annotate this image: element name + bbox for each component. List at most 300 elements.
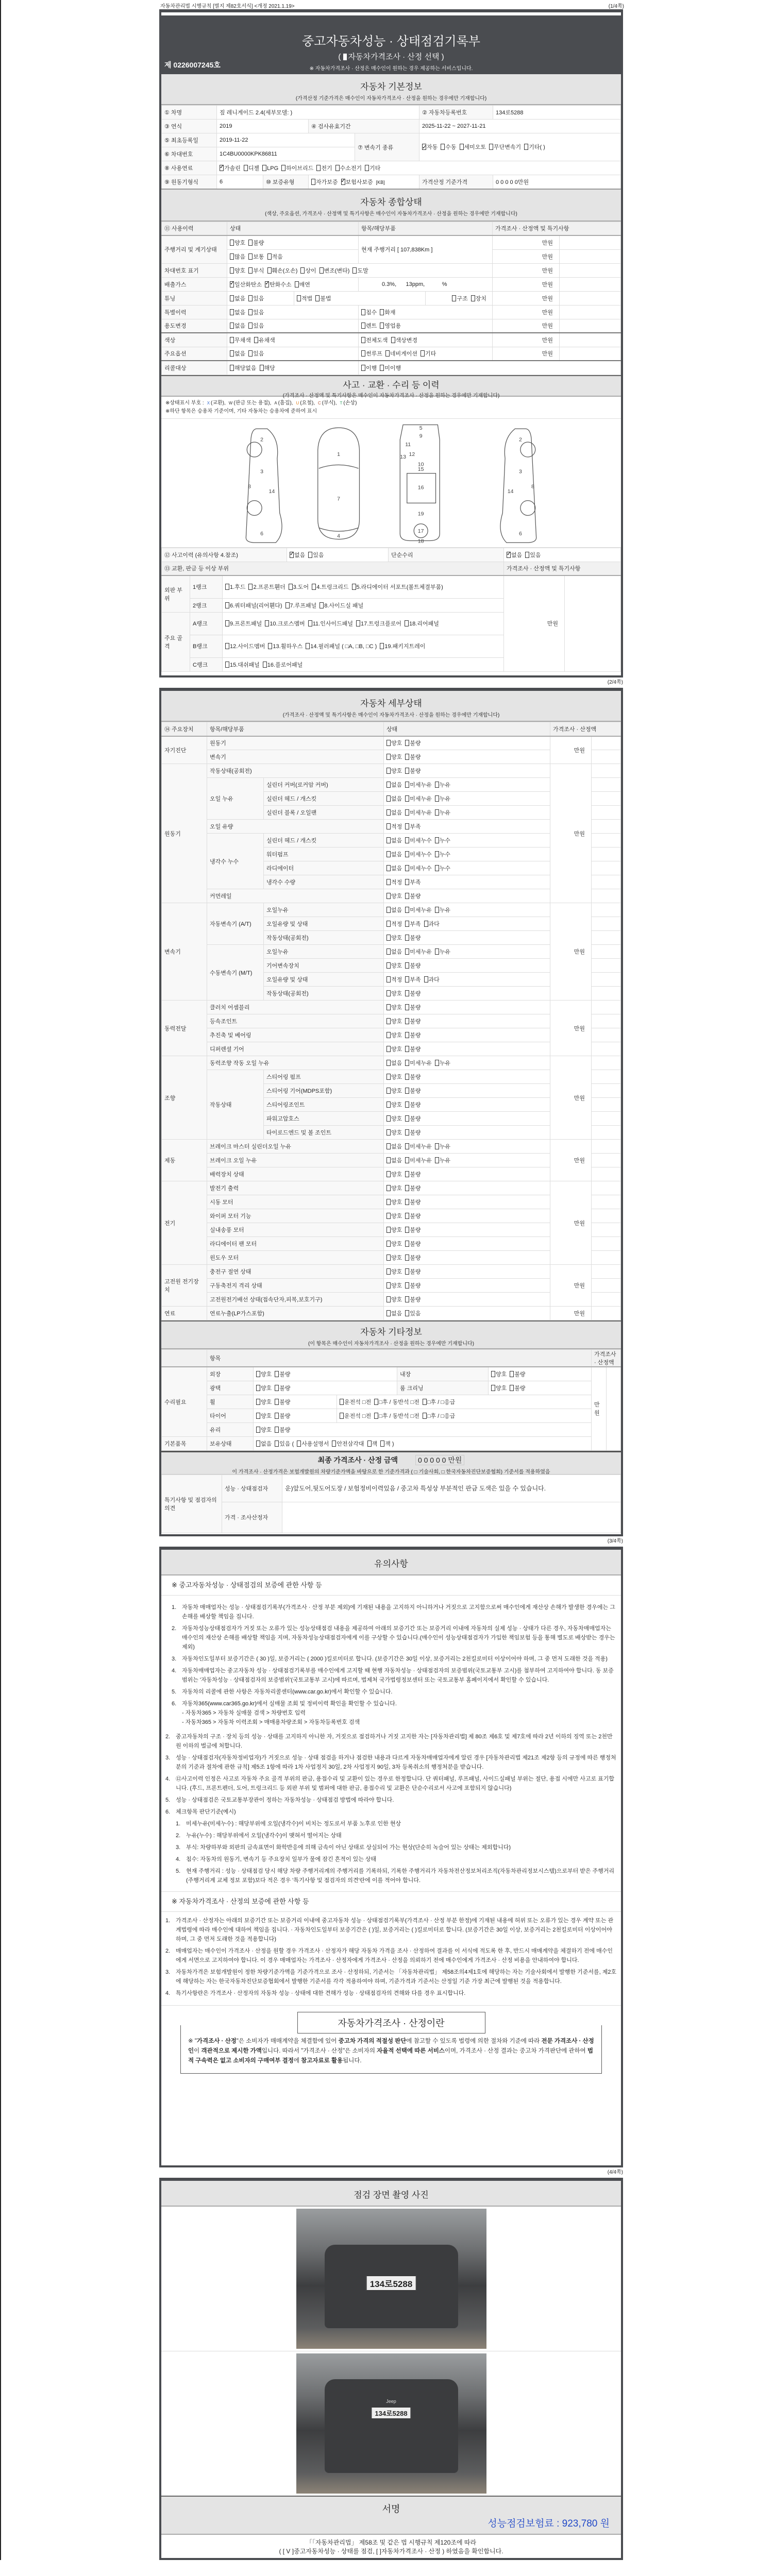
checkbox[interactable] <box>386 1143 391 1149</box>
checkbox[interactable] <box>386 1199 391 1205</box>
checkbox[interactable] <box>386 1157 391 1163</box>
price-note[interactable] <box>592 1028 621 1042</box>
checkbox[interactable] <box>320 267 324 274</box>
checkbox[interactable] <box>386 879 391 885</box>
checkbox-option[interactable] <box>230 321 245 330</box>
price-note[interactable] <box>592 834 621 848</box>
checkbox-option[interactable] <box>424 920 440 928</box>
checkbox[interactable] <box>285 602 290 608</box>
checkbox-option[interactable] <box>230 252 245 261</box>
checkbox-option[interactable] <box>386 989 402 997</box>
checkbox-option[interactable] <box>340 1412 371 1420</box>
checkbox-option[interactable] <box>386 836 402 844</box>
checkbox-option[interactable] <box>405 975 421 984</box>
checkbox-option[interactable] <box>386 1128 402 1137</box>
checkbox[interactable] <box>300 267 305 274</box>
checkbox[interactable] <box>386 1074 391 1080</box>
checkbox[interactable] <box>386 1255 391 1261</box>
checkbox-option[interactable] <box>386 753 402 761</box>
checkbox-option[interactable] <box>405 1087 421 1095</box>
checked-checkbox[interactable] <box>265 281 269 287</box>
checkbox-option[interactable] <box>491 1370 507 1378</box>
price-note[interactable] <box>592 917 621 931</box>
checkbox[interactable] <box>386 1296 391 1302</box>
checkbox-option[interactable] <box>405 1017 421 1025</box>
checkbox[interactable] <box>254 337 258 343</box>
checkbox[interactable] <box>386 1213 391 1219</box>
checkbox[interactable] <box>405 1310 409 1316</box>
checkbox[interactable] <box>386 1310 391 1316</box>
checkbox[interactable] <box>405 851 409 857</box>
checkbox[interactable] <box>367 1440 372 1447</box>
checkbox[interactable] <box>256 1385 260 1391</box>
checkbox-option[interactable] <box>386 1031 402 1039</box>
checkbox-option[interactable] <box>275 1439 294 1448</box>
checkbox[interactable] <box>275 1413 279 1419</box>
checkbox[interactable] <box>312 584 316 590</box>
price-note[interactable] <box>560 277 621 291</box>
checkbox[interactable] <box>491 1371 495 1377</box>
price-note[interactable] <box>592 792 621 806</box>
checkbox-option[interactable] <box>267 252 283 261</box>
price-note[interactable] <box>560 347 621 361</box>
checkbox-option[interactable] <box>525 551 541 559</box>
checkbox[interactable] <box>452 295 456 301</box>
checkbox[interactable] <box>230 295 234 301</box>
checkbox[interactable] <box>380 1440 384 1447</box>
checkbox[interactable] <box>405 1004 409 1010</box>
checkbox[interactable] <box>435 865 439 871</box>
checkbox[interactable] <box>386 1032 391 1038</box>
checkbox[interactable] <box>386 1088 391 1094</box>
checkbox-option[interactable] <box>435 1142 450 1150</box>
price-note[interactable] <box>592 736 621 750</box>
checkbox-option[interactable] <box>405 947 432 956</box>
checkbox-option[interactable] <box>352 583 443 591</box>
checkbox[interactable] <box>405 948 409 955</box>
checkbox-option[interactable] <box>405 1184 421 1192</box>
checkbox-option[interactable] <box>435 808 450 817</box>
checkbox-option[interactable] <box>374 1412 419 1420</box>
checkbox-option[interactable] <box>386 1295 402 1303</box>
checkbox-option[interactable] <box>300 266 316 275</box>
checkbox-option[interactable] <box>312 583 348 591</box>
price-note[interactable] <box>560 291 621 305</box>
checkbox-option[interactable] <box>405 878 421 886</box>
checkbox[interactable] <box>248 584 253 590</box>
checkbox-option[interactable] <box>386 1045 402 1053</box>
checkbox[interactable] <box>262 165 266 171</box>
checkbox-option[interactable] <box>386 1240 402 1248</box>
checkbox[interactable] <box>256 1413 260 1419</box>
checkbox[interactable] <box>405 1241 409 1247</box>
checkbox-option[interactable] <box>386 739 402 747</box>
checkbox[interactable] <box>386 782 391 788</box>
checkbox[interactable] <box>405 1213 409 1219</box>
checkbox-option[interactable] <box>386 808 402 817</box>
checkbox[interactable] <box>405 976 409 982</box>
checkbox-option[interactable] <box>386 947 402 956</box>
checkbox[interactable] <box>386 948 391 955</box>
checkbox[interactable] <box>256 1371 260 1377</box>
filled-checkbox[interactable] <box>343 54 347 60</box>
checkbox[interactable] <box>424 976 428 982</box>
checkbox-option[interactable] <box>230 239 245 247</box>
checkbox[interactable] <box>405 837 409 843</box>
checkbox[interactable] <box>405 962 409 969</box>
checkbox[interactable] <box>391 337 395 343</box>
checkbox-option[interactable] <box>275 1384 290 1392</box>
checkbox-option[interactable] <box>248 252 264 261</box>
price-note[interactable] <box>565 575 621 671</box>
checkbox-option[interactable] <box>254 336 275 344</box>
checkbox[interactable] <box>275 1385 279 1391</box>
checkbox-option[interactable] <box>248 294 264 302</box>
checkbox[interactable] <box>405 935 409 941</box>
price-note[interactable] <box>560 263 621 277</box>
checkbox-option[interactable] <box>248 583 285 591</box>
checkbox-option[interactable] <box>452 294 467 302</box>
checkbox[interactable] <box>275 1440 279 1447</box>
checkbox[interactable] <box>405 1129 409 1136</box>
checkbox-option[interactable] <box>289 583 309 591</box>
checkbox[interactable] <box>405 1199 409 1205</box>
checkbox-option[interactable] <box>386 975 402 984</box>
checkbox-option[interactable] <box>435 1059 450 1067</box>
checkbox[interactable] <box>281 165 285 171</box>
checkbox-option[interactable] <box>435 850 450 858</box>
checkbox-option[interactable] <box>405 1281 421 1290</box>
checkbox-option[interactable] <box>386 822 402 831</box>
checkbox[interactable] <box>386 1004 391 1010</box>
checkbox-option[interactable] <box>380 321 401 330</box>
price-note[interactable] <box>560 249 621 263</box>
checkbox[interactable] <box>405 1185 409 1191</box>
price-note[interactable] <box>592 1209 621 1223</box>
checkbox-option[interactable] <box>248 321 264 330</box>
checkbox[interactable] <box>405 782 409 788</box>
checkbox-option[interactable] <box>405 1142 432 1150</box>
checkbox-option[interactable] <box>391 336 418 344</box>
checkbox[interactable] <box>248 267 253 274</box>
checkbox[interactable] <box>491 1385 495 1391</box>
checkbox[interactable] <box>405 823 409 829</box>
checkbox-option[interactable] <box>306 642 377 650</box>
checkbox[interactable] <box>386 907 391 913</box>
checkbox-option[interactable] <box>405 1226 421 1234</box>
checkbox-option[interactable] <box>386 1100 402 1109</box>
checkbox[interactable] <box>435 795 439 802</box>
checkbox-option[interactable] <box>281 164 313 172</box>
price-note[interactable] <box>592 1001 621 1014</box>
checkbox-option[interactable] <box>435 906 450 914</box>
checkbox[interactable] <box>365 165 369 171</box>
checkbox-option[interactable] <box>405 739 421 747</box>
checkbox-option[interactable] <box>435 947 450 956</box>
checkbox[interactable] <box>510 1385 514 1391</box>
checkbox[interactable] <box>311 179 315 185</box>
checkbox-option[interactable] <box>262 165 278 172</box>
checkbox-option[interactable] <box>386 1212 402 1220</box>
checkbox[interactable] <box>471 295 475 301</box>
checkbox-option[interactable] <box>405 1031 421 1039</box>
checkbox[interactable] <box>248 323 253 329</box>
checkbox[interactable] <box>386 795 391 802</box>
checkbox[interactable] <box>405 1255 409 1261</box>
price-note[interactable] <box>592 1167 621 1181</box>
checkbox[interactable] <box>248 240 253 246</box>
price-note[interactable] <box>592 1112 621 1126</box>
checkbox[interactable] <box>386 935 391 941</box>
checkbox-option[interactable] <box>380 642 425 650</box>
checkbox-option[interactable] <box>386 864 402 872</box>
price-note[interactable] <box>592 987 621 1001</box>
checkbox[interactable] <box>435 1157 439 1163</box>
checkbox[interactable] <box>423 1399 427 1405</box>
checkbox-option[interactable] <box>435 781 450 789</box>
checkbox[interactable] <box>405 620 409 626</box>
price-note[interactable] <box>592 1056 621 1070</box>
checkbox-option[interactable] <box>275 1426 290 1434</box>
checkbox[interactable] <box>405 921 409 927</box>
price-note[interactable] <box>592 806 621 820</box>
checkbox-option[interactable] <box>405 1100 421 1109</box>
checkbox-option[interactable] <box>230 364 257 372</box>
price-note[interactable] <box>592 1195 621 1209</box>
checkbox-option[interactable] <box>489 142 521 152</box>
checkbox[interactable] <box>268 643 272 649</box>
price-note[interactable] <box>560 333 621 347</box>
checked-checkbox[interactable] <box>290 552 294 558</box>
checkbox-option[interactable] <box>405 1240 421 1248</box>
checkbox[interactable] <box>297 1440 301 1447</box>
checkbox[interactable] <box>352 267 357 274</box>
checkbox-option[interactable] <box>275 1412 290 1420</box>
checkbox-option[interactable] <box>380 308 395 316</box>
checkbox[interactable] <box>248 350 253 357</box>
checkbox[interactable] <box>405 1018 409 1024</box>
checkbox-option[interactable] <box>248 308 264 316</box>
checkbox[interactable] <box>295 281 299 287</box>
checkbox[interactable] <box>405 740 409 746</box>
checked-checkbox[interactable] <box>341 179 345 185</box>
checkbox[interactable] <box>421 350 425 357</box>
price-note[interactable] <box>592 1042 621 1056</box>
checkbox-option[interactable] <box>244 164 259 172</box>
checkbox-option[interactable] <box>361 364 377 372</box>
checkbox[interactable] <box>275 1399 279 1405</box>
price-note[interactable] <box>592 1014 621 1028</box>
checkbox-option[interactable] <box>220 164 241 172</box>
price-note[interactable] <box>592 1279 621 1293</box>
checkbox-option[interactable] <box>405 767 421 775</box>
checkbox-option[interactable] <box>405 1267 421 1276</box>
checkbox-option[interactable] <box>405 1114 421 1123</box>
checkbox-option[interactable] <box>386 1198 402 1206</box>
checkbox[interactable] <box>386 1018 391 1024</box>
checkbox-option[interactable] <box>361 308 377 316</box>
checkbox[interactable] <box>405 907 409 913</box>
checkbox-option[interactable] <box>386 1114 402 1123</box>
checkbox[interactable] <box>225 662 229 668</box>
checkbox-option[interactable] <box>386 892 402 900</box>
checkbox-option[interactable] <box>405 781 432 789</box>
checkbox[interactable] <box>460 144 464 150</box>
checkbox-option[interactable] <box>386 1003 402 1011</box>
price-note[interactable] <box>592 1181 621 1195</box>
checkbox[interactable] <box>320 602 324 608</box>
checkbox-option[interactable] <box>308 619 353 628</box>
checkbox[interactable] <box>385 350 390 357</box>
checkbox[interactable] <box>308 552 312 558</box>
checkbox-option[interactable] <box>267 266 298 275</box>
checkbox-option[interactable] <box>435 864 450 872</box>
checkbox[interactable] <box>405 1143 409 1149</box>
checkbox-option[interactable] <box>405 1170 421 1178</box>
checkbox[interactable] <box>230 337 234 343</box>
checkbox[interactable] <box>405 795 409 802</box>
checkbox[interactable] <box>308 620 312 626</box>
checkbox-option[interactable] <box>405 892 421 900</box>
checkbox[interactable] <box>225 584 229 590</box>
checkbox-option[interactable] <box>263 660 303 669</box>
checkbox-option[interactable] <box>386 794 402 803</box>
checkbox[interactable] <box>510 1371 514 1377</box>
checkbox[interactable] <box>225 620 229 626</box>
checkbox-option[interactable] <box>315 294 331 302</box>
checkbox[interactable] <box>230 253 234 260</box>
checkbox-option[interactable] <box>256 1439 272 1448</box>
checkbox[interactable] <box>386 768 391 774</box>
checkbox-option[interactable] <box>260 364 275 372</box>
checkbox-option[interactable] <box>405 920 421 928</box>
checkbox[interactable] <box>386 921 391 927</box>
checkbox[interactable] <box>265 620 269 626</box>
checkbox[interactable] <box>405 1060 409 1066</box>
price-note[interactable] <box>592 931 621 945</box>
checkbox[interactable] <box>315 295 320 301</box>
checkbox[interactable] <box>405 865 409 871</box>
checkbox[interactable] <box>405 990 409 996</box>
checkbox-option[interactable] <box>290 551 305 559</box>
checkbox-option[interactable] <box>405 1212 421 1220</box>
checkbox[interactable] <box>361 323 365 329</box>
checkbox[interactable] <box>386 1046 391 1052</box>
checkbox-option[interactable] <box>386 1156 402 1164</box>
checkbox[interactable] <box>386 1060 391 1066</box>
price-note[interactable] <box>606 1367 621 1450</box>
checkbox-option[interactable] <box>230 280 262 289</box>
checkbox-option[interactable] <box>265 280 292 289</box>
checkbox-option[interactable] <box>435 1156 450 1164</box>
checkbox[interactable] <box>435 809 439 816</box>
checkbox-option[interactable] <box>405 906 432 914</box>
checkbox-option[interactable] <box>386 1226 402 1234</box>
checkbox-option[interactable] <box>341 178 373 186</box>
checkbox[interactable] <box>386 1185 391 1191</box>
checkbox[interactable] <box>405 809 409 816</box>
checkbox-option[interactable] <box>386 1073 402 1081</box>
checkbox[interactable] <box>386 740 391 746</box>
checkbox-option[interactable] <box>265 619 305 628</box>
price-note[interactable] <box>592 1126 621 1140</box>
checkbox-option[interactable] <box>297 1439 329 1448</box>
checkbox-option[interactable] <box>386 1267 402 1276</box>
price-note[interactable] <box>592 1293 621 1307</box>
checkbox[interactable] <box>386 823 391 829</box>
checkbox[interactable] <box>386 1241 391 1247</box>
checkbox-option[interactable] <box>405 808 432 817</box>
checkbox-option[interactable] <box>405 1253 421 1262</box>
price-note[interactable] <box>592 778 621 792</box>
checkbox-option[interactable] <box>256 1384 272 1392</box>
checkbox[interactable] <box>405 768 409 774</box>
checkbox-option[interactable] <box>385 349 417 358</box>
price-note[interactable] <box>592 1237 621 1251</box>
checkbox-option[interactable] <box>386 1281 402 1290</box>
checkbox-option[interactable] <box>268 642 303 650</box>
checkbox-option[interactable] <box>386 1170 402 1178</box>
checkbox-option[interactable] <box>225 619 262 628</box>
checkbox[interactable] <box>260 365 264 371</box>
checkbox-option[interactable] <box>405 864 432 872</box>
checkbox[interactable] <box>225 643 229 649</box>
price-note[interactable] <box>592 1307 621 1320</box>
checkbox-option[interactable] <box>405 961 421 970</box>
checkbox-option[interactable] <box>386 906 402 914</box>
checkbox[interactable] <box>275 1427 279 1433</box>
checkbox-option[interactable] <box>405 1059 432 1067</box>
price-note[interactable] <box>592 903 621 917</box>
checkbox[interactable] <box>435 907 439 913</box>
checkbox[interactable] <box>405 1115 409 1122</box>
checkbox[interactable] <box>405 1282 409 1289</box>
price-note[interactable] <box>592 945 621 959</box>
checkbox-option[interactable] <box>275 1370 290 1378</box>
price-note[interactable] <box>592 1154 621 1167</box>
checkbox-option[interactable] <box>405 1045 421 1053</box>
checkbox[interactable] <box>361 365 365 371</box>
checkbox[interactable] <box>405 879 409 885</box>
checkbox-option[interactable] <box>424 975 440 984</box>
checkbox[interactable] <box>386 1115 391 1122</box>
checkbox-option[interactable] <box>405 1198 421 1206</box>
checkbox[interactable] <box>361 337 365 343</box>
price-note[interactable] <box>592 973 621 987</box>
checkbox-option[interactable] <box>256 1426 272 1434</box>
checkbox[interactable] <box>405 1171 409 1177</box>
price-note[interactable] <box>592 1251 621 1265</box>
checkbox[interactable] <box>289 584 293 590</box>
checkbox-option[interactable] <box>225 642 265 650</box>
checkbox-option[interactable] <box>405 836 432 844</box>
checkbox[interactable] <box>263 662 267 668</box>
checkbox[interactable] <box>230 350 234 357</box>
checkbox[interactable] <box>524 144 528 150</box>
checkbox[interactable] <box>386 851 391 857</box>
checkbox[interactable] <box>405 1088 409 1094</box>
checkbox-option[interactable] <box>405 1156 432 1164</box>
checkbox-option[interactable] <box>365 164 380 172</box>
checkbox-option[interactable] <box>386 934 402 942</box>
checked-checkbox[interactable] <box>230 281 234 287</box>
checkbox[interactable] <box>441 144 445 150</box>
checkbox-option[interactable] <box>386 961 402 970</box>
price-note[interactable] <box>592 1265 621 1279</box>
checkbox-option[interactable] <box>380 364 401 372</box>
checkbox-option[interactable] <box>510 1384 525 1392</box>
checkbox-option[interactable] <box>352 266 368 275</box>
